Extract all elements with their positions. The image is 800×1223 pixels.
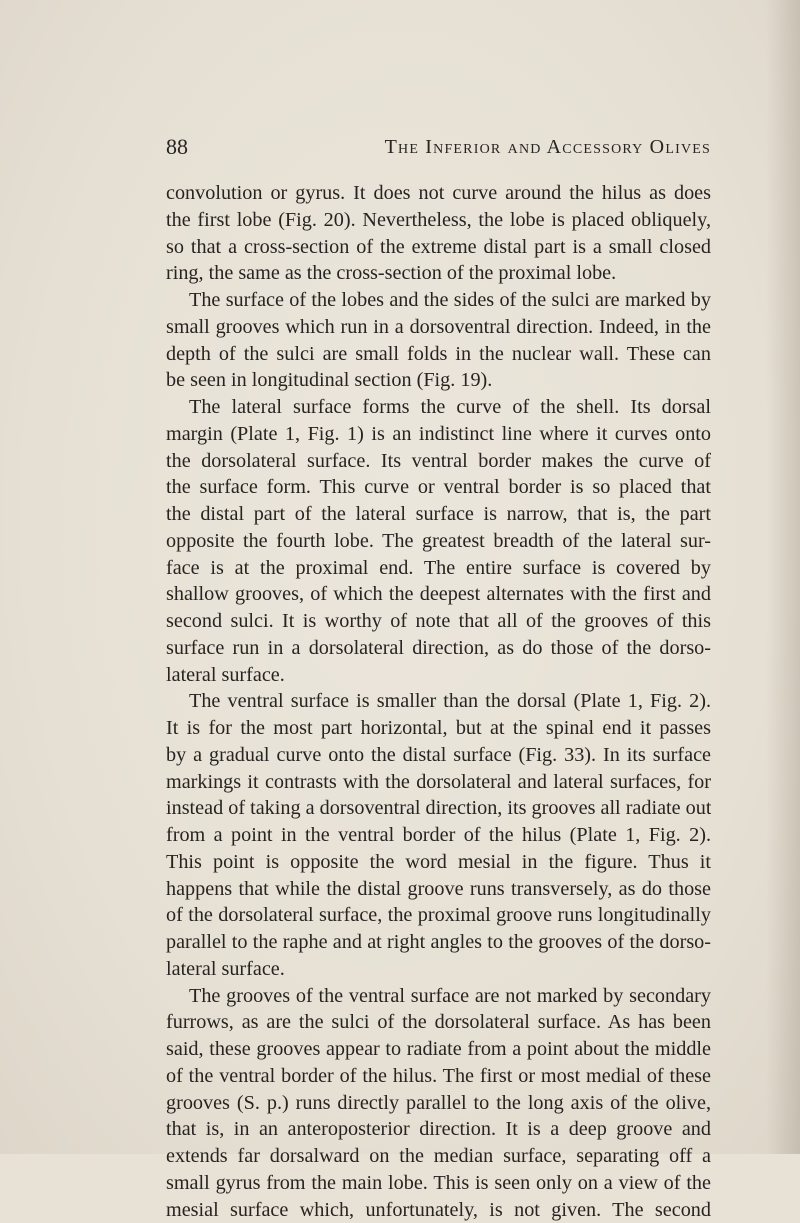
text-line: markings it contrasts with the dorsolateral and lateral surfaces, for	[166, 769, 711, 796]
text-line: the first lobe (Fig. 20). Nevertheless, the lobe is placed obliquely,	[166, 207, 711, 234]
text-line: opposite the fourth lobe. The greatest breadth of the lateral sur-	[166, 528, 711, 555]
text-line: said, these grooves appear to radiate from a point about the middle	[166, 1036, 711, 1063]
text-line: surface run in a dorsolateral direction, as do those of the dorso-	[166, 635, 711, 662]
text-line: It is for the most part horizontal, but at the spinal end it passes	[166, 715, 711, 742]
text-line: the distal part of the lateral surface is narrow, that is, the part	[166, 501, 711, 528]
text-line: of the dorsolateral surface, the proximal groove runs longitudinally	[166, 902, 711, 929]
text-line: from a point in the ventral border of the hilus (Plate 1, Fig. 2).	[166, 822, 711, 849]
text-line: convolution or gyrus. It does not curve around the hilus as does	[166, 180, 711, 207]
text-line: depth of the sulci are small folds in the nuclear wall. These can	[166, 341, 711, 368]
body-text	[166, 180, 711, 1223]
text-line: shallow grooves, of which the deepest alternates with the first and	[166, 581, 711, 608]
page-number: 88	[166, 132, 188, 162]
text-line: This point is opposite the word mesial in the figure. Thus it	[166, 849, 711, 876]
text-line: parallel to the raphe and at right angles to the grooves of the dorso-	[166, 929, 711, 956]
text-line: The lateral surface forms the curve of the shell. Its dorsal	[166, 394, 711, 421]
text-line: The ventral surface is smaller than the dorsal (Plate 1, Fig. 2).	[166, 688, 711, 715]
text-line: so that a cross-section of the extreme distal part is a small closed	[166, 234, 711, 261]
text-line: second sulci. It is worthy of note that all of the grooves of this	[166, 608, 711, 635]
text-line: happens that while the distal groove runs transversely, as do those	[166, 876, 711, 903]
text-line: by a gradual curve onto the distal surface (Fig. 33). In its surface	[166, 742, 711, 769]
text-line: lateral surface.	[166, 956, 711, 983]
text-line: The surface of the lobes and the sides of the sulci are marked by	[166, 287, 711, 314]
text-line: ring, the same as the cross-section of the proximal lobe.	[166, 260, 711, 287]
text-line: mesial surface which, unfortunately, is not given. The second	[166, 1197, 711, 1223]
text-line: small grooves which run in a dorsoventral direction. Indeed, in the	[166, 314, 711, 341]
text-line: margin (Plate 1, Fig. 1) is an indistinct line where it curves onto	[166, 421, 711, 448]
text-line: the dorsolateral surface. Its ventral border makes the curve of	[166, 448, 711, 475]
text-line: grooves (S. p.) runs directly parallel to the long axis of the olive,	[166, 1090, 711, 1117]
page-header	[166, 132, 711, 162]
text-line: that is, in an anteroposterior direction. It is a deep groove and	[166, 1116, 711, 1143]
text-line: be seen in longitudinal section (Fig. 19).	[166, 367, 711, 394]
page-edge-shadow	[766, 0, 800, 1154]
text-line: extends far dorsalward on the median surface, separating off a	[166, 1143, 711, 1170]
text-line: lateral surface.	[166, 662, 711, 689]
text-line: small gyrus from the main lobe. This is seen only on a view of the	[166, 1170, 711, 1197]
text-line: instead of taking a dorsoventral direction, its grooves all radiate out	[166, 795, 711, 822]
text-line: furrows, as are the sulci of the dorsolateral surface. As has been	[166, 1009, 711, 1036]
text-line: of the ventral border of the hilus. The first or most medial of these	[166, 1063, 711, 1090]
running-title: The Inferior and Accessory Olives	[385, 132, 711, 162]
text-line: face is at the proximal end. The entire surface is covered by	[166, 555, 711, 582]
text-line: the surface form. This curve or ventral border is so placed that	[166, 474, 711, 501]
text-line: The grooves of the ventral surface are not marked by secondary	[166, 983, 711, 1010]
